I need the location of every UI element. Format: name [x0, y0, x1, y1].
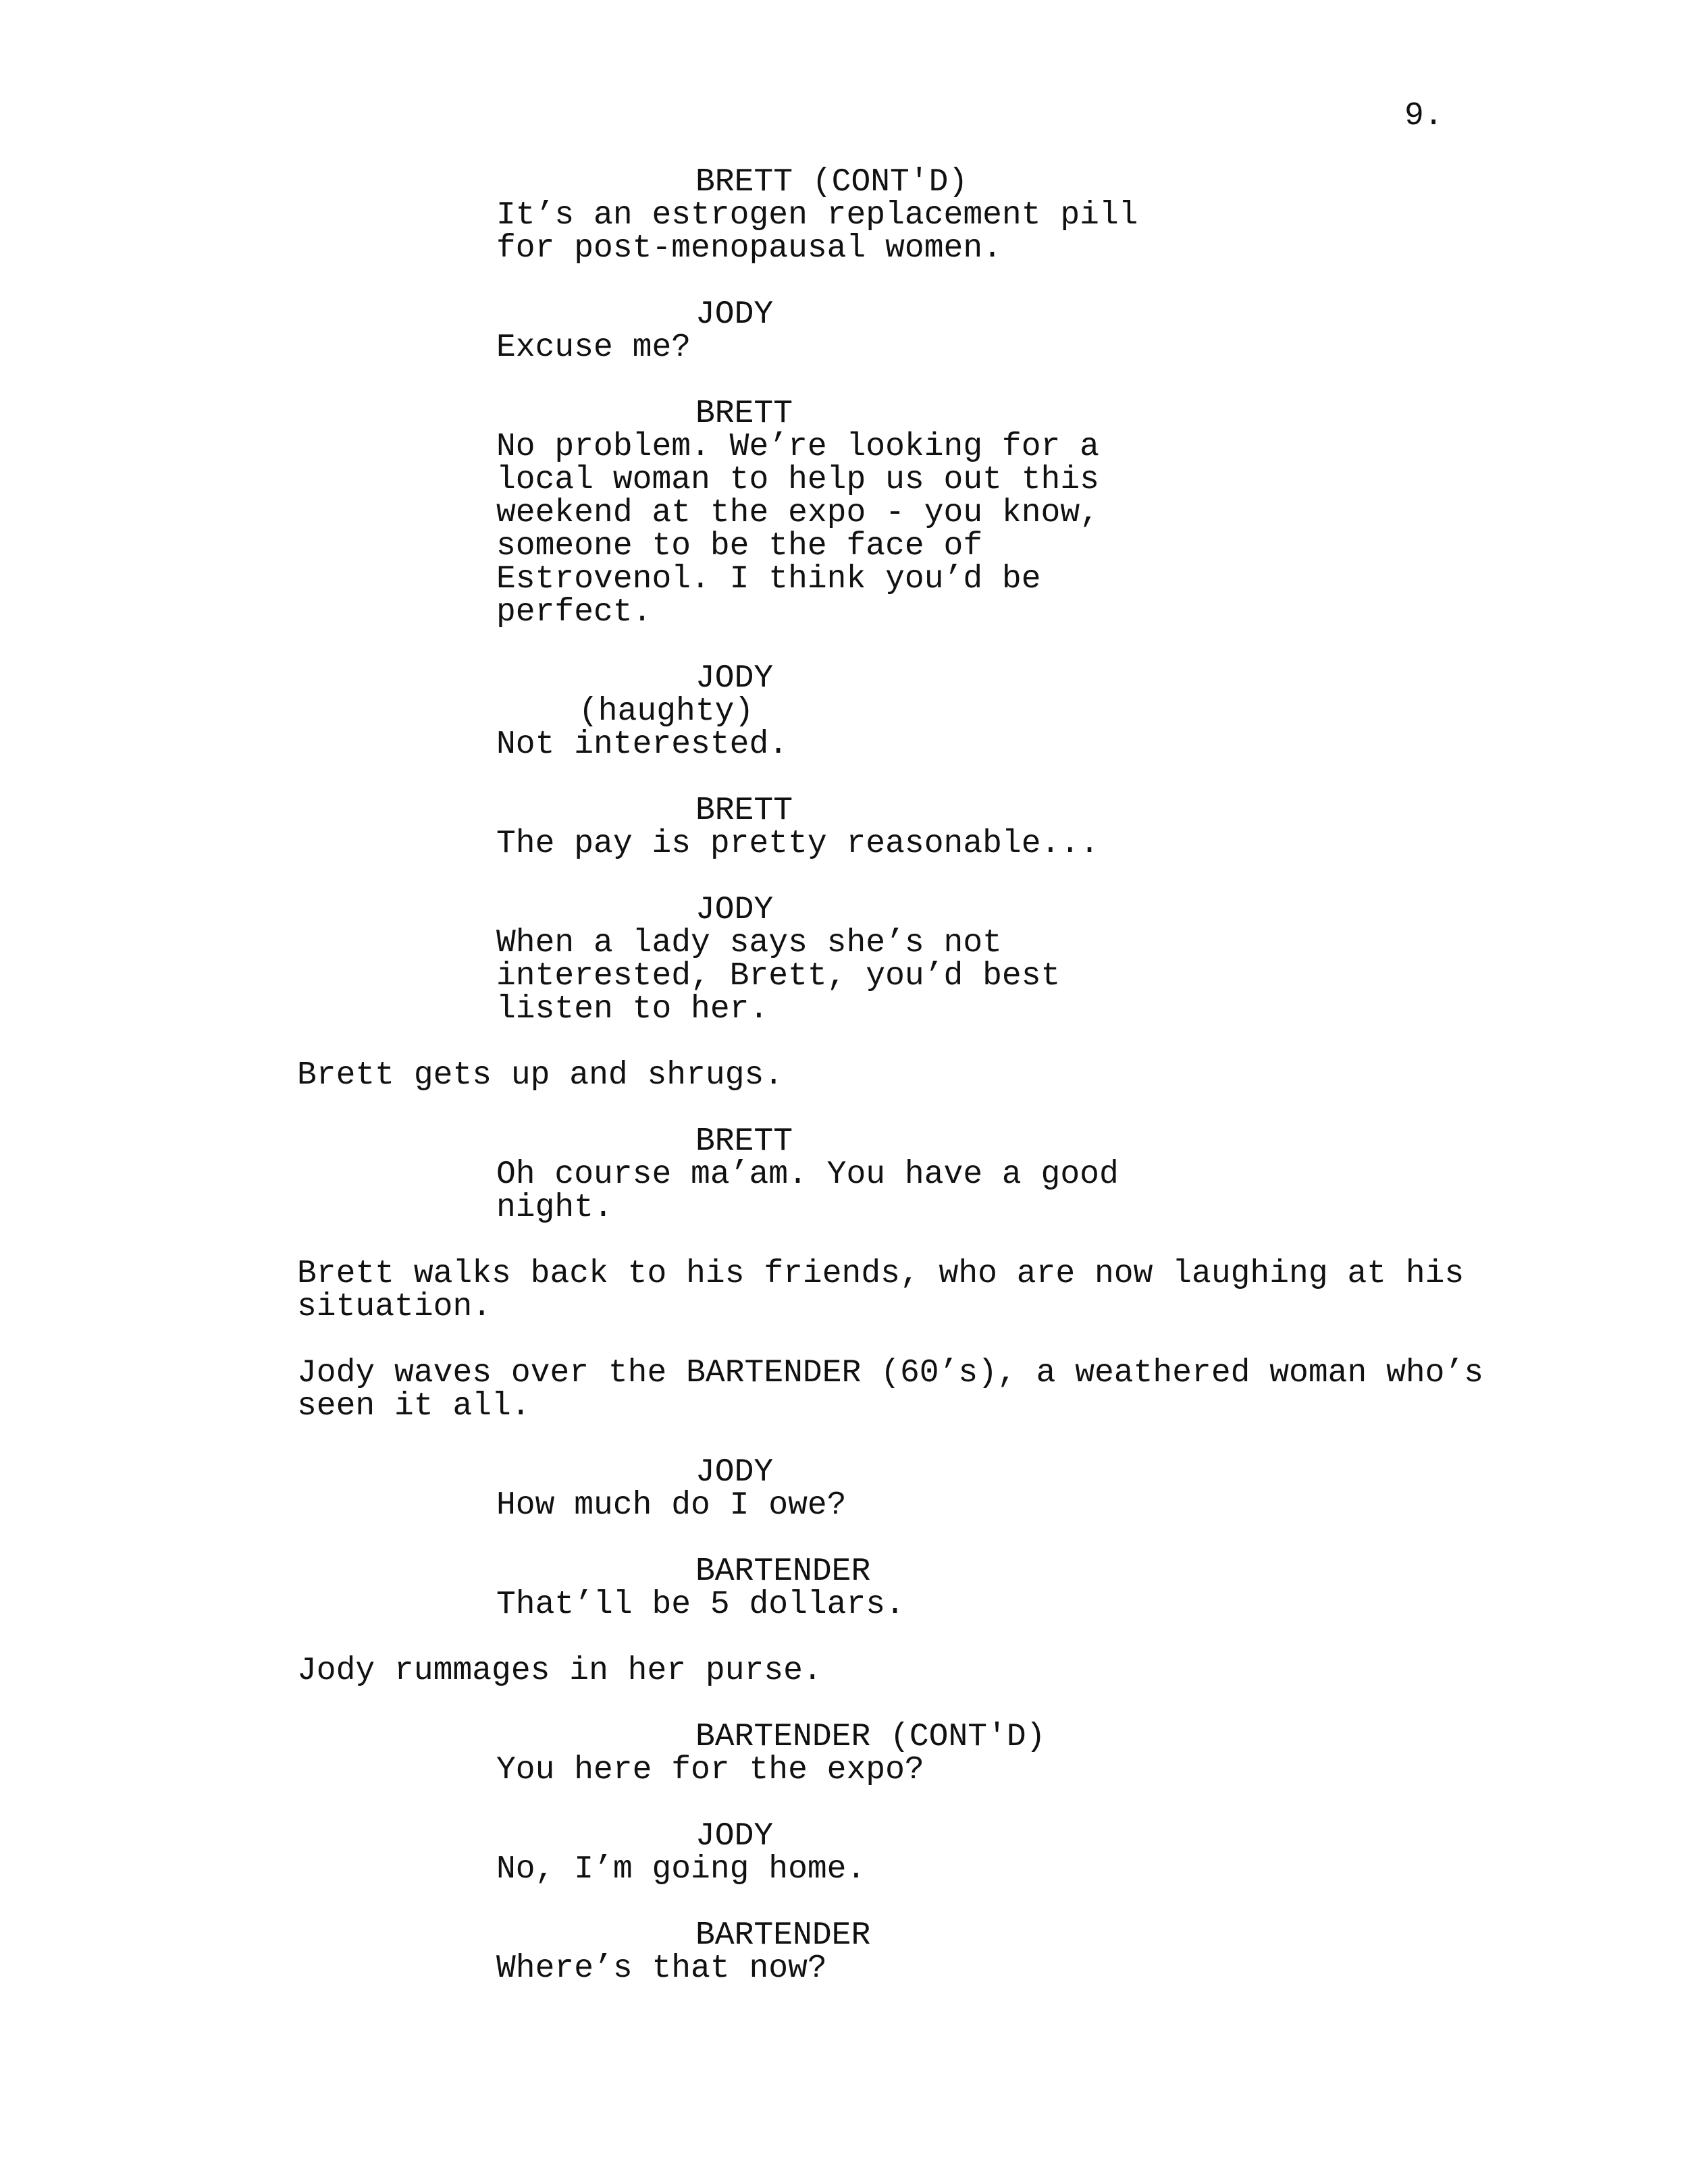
dialogue-text: When a lady says she’s not interested, Brett, you’d best listen to her. — [496, 925, 1061, 1028]
character-name: BRETT — [695, 793, 793, 829]
spacer — [0, 265, 1688, 298]
action-line: Brett gets up and shrugs. — [297, 1057, 784, 1094]
spacer — [0, 1324, 1688, 1357]
dialogue-text: That’ll be 5 dollars. — [496, 1587, 905, 1623]
dialogue-text: How much do I owe? — [496, 1487, 847, 1524]
character-name: BRETT — [695, 396, 793, 432]
action-line: Jody rummages in her purse. — [297, 1653, 822, 1689]
spacer — [0, 365, 1688, 398]
dialogue-text: Oh course ma’am. You have a good night. — [496, 1156, 1119, 1226]
character-name: JODY — [695, 892, 774, 928]
spacer — [0, 1522, 1688, 1555]
dialogue-text: No, I’m going home. — [496, 1851, 866, 1888]
spacer — [0, 861, 1688, 894]
spacer — [0, 1787, 1688, 1820]
character-name: JODY — [695, 1818, 774, 1855]
parenthetical: (haughty) — [579, 693, 754, 730]
spacer — [0, 762, 1688, 795]
character-name: BRETT — [695, 1123, 793, 1160]
character-name: JODY — [695, 660, 774, 697]
spacer — [0, 1423, 1688, 1456]
character-name: BRETT (CONT'D) — [695, 164, 968, 201]
spacer — [0, 1092, 1688, 1125]
dialogue-text: You here for the expo? — [496, 1752, 924, 1788]
spacer — [0, 1225, 1688, 1258]
character-name: BARTENDER — [695, 1917, 871, 1954]
character-name: BARTENDER (CONT'D) — [695, 1719, 1046, 1755]
character-name: JODY — [695, 1454, 774, 1491]
spacer — [0, 1886, 1688, 1919]
spacer — [0, 1026, 1688, 1059]
dialogue-text: The pay is pretty reasonable... — [496, 826, 1099, 862]
dialogue-text: Where’s that now? — [496, 1950, 827, 1987]
spacer — [0, 1688, 1688, 1721]
dialogue-text: Excuse me? — [496, 329, 691, 366]
action-line: Jody waves over the BARTENDER (60’s), a weathered woman who’s seen it all. — [297, 1355, 1484, 1424]
dialogue-text: No problem. We’re looking for a local woman to help us out this weekend at the expo - you know, someone to be the face of Estrovenol. I think you’d be perfect. — [496, 429, 1099, 631]
action-line: Brett walks back to his friends, who are now laughing at his situation. — [297, 1256, 1465, 1325]
character-name: JODY — [695, 296, 774, 333]
screenplay-page — [0, 166, 1688, 1986]
spacer — [0, 629, 1688, 662]
spacer — [0, 1622, 1688, 1655]
character-name: BARTENDER — [695, 1553, 871, 1590]
dialogue-text: Not interested. — [496, 726, 789, 763]
dialogue-text: It’s an estrogen replacement pill for post-menopausal women. — [496, 197, 1138, 267]
page-number: 9. — [1404, 98, 1444, 134]
